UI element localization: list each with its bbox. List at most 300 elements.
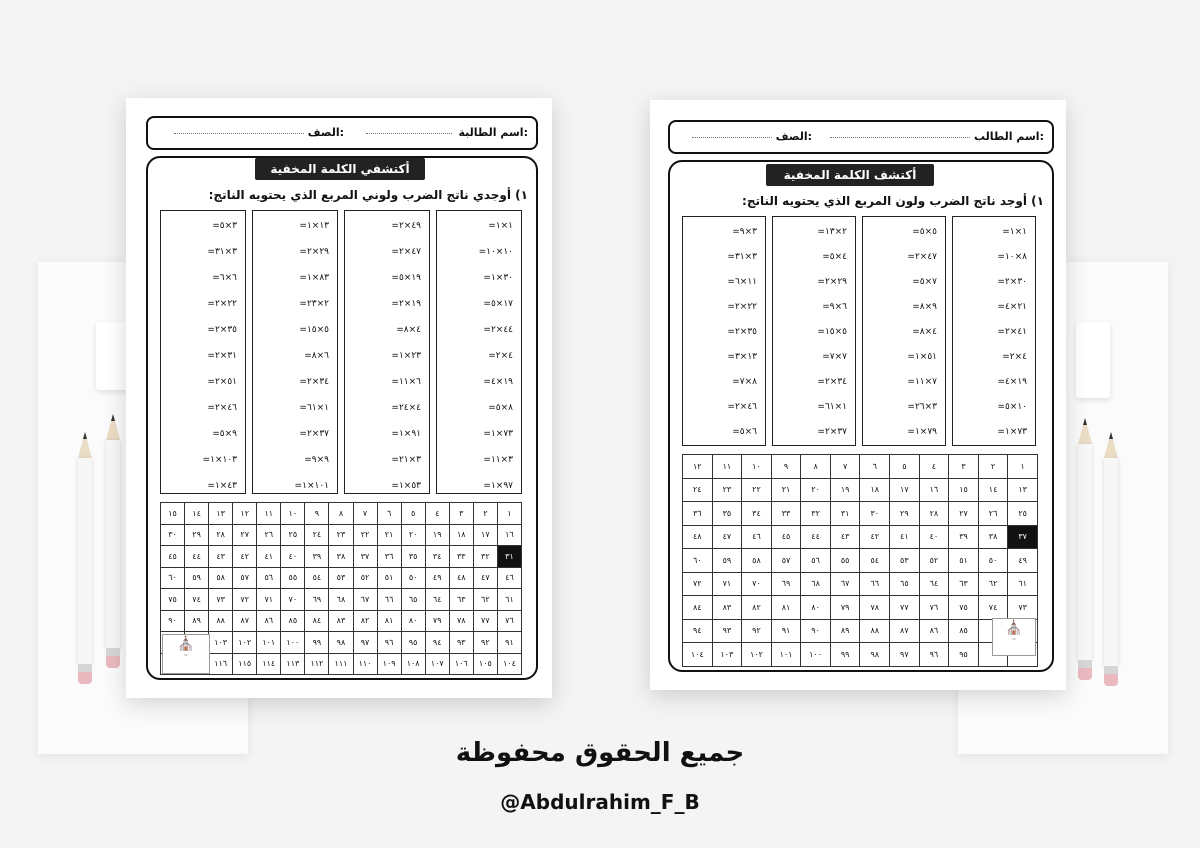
logo-signature-icon: ~ bbox=[1011, 637, 1017, 643]
problem-item: ١٩×٤= bbox=[483, 377, 513, 387]
grid-cell[interactable]: ٣٧ bbox=[353, 546, 377, 568]
problem-item: ٢٢×٢= bbox=[207, 299, 237, 309]
grid-cell[interactable]: ٦٥ bbox=[401, 589, 425, 611]
grid-cell[interactable]: ٧٨ bbox=[860, 596, 890, 620]
grid-cell[interactable]: ٢٨ bbox=[209, 524, 233, 546]
grid-cell[interactable]: ٥١ bbox=[949, 549, 979, 573]
problem-item: ٤×٨= bbox=[912, 327, 937, 337]
grid-cell[interactable]: ٤١ bbox=[890, 525, 920, 549]
grid-cell[interactable]: ١٠١ bbox=[771, 643, 801, 667]
grid-cell[interactable]: ٥١ bbox=[377, 567, 401, 589]
grid-cell[interactable]: ١٩ bbox=[425, 524, 449, 546]
grid-cell[interactable]: ٢٤ bbox=[305, 524, 329, 546]
problem-item: ٨×٥= bbox=[488, 403, 513, 413]
grid-cell[interactable]: ٥٣ bbox=[329, 567, 353, 589]
grid-cell[interactable]: ٨٠ bbox=[801, 596, 831, 620]
grid-cell[interactable]: ١٠١ bbox=[257, 632, 281, 654]
grid-cell[interactable]: ٢٠ bbox=[401, 524, 425, 546]
grid-cell[interactable]: ٣٧ bbox=[1008, 525, 1038, 549]
grid-cell[interactable]: ٩٦ bbox=[377, 632, 401, 654]
problem-item: ١٧×٥= bbox=[483, 299, 513, 309]
problem-item: ٩×٥= bbox=[212, 429, 237, 439]
grid-cell[interactable]: ٤٦ bbox=[742, 525, 772, 549]
grid-cell[interactable]: ٧ bbox=[830, 455, 860, 479]
grid-cell[interactable]: ٢ bbox=[978, 455, 1008, 479]
grid-cell[interactable]: ٣ bbox=[949, 455, 979, 479]
grid-cell[interactable]: ١٦ bbox=[919, 478, 949, 502]
grid-cell[interactable]: ٣٨ bbox=[329, 546, 353, 568]
grid-cell[interactable]: ١٠ bbox=[742, 455, 772, 479]
problem-item: ١×١= bbox=[488, 221, 513, 231]
grid-row bbox=[161, 610, 522, 632]
problem-item: ٩١×١= bbox=[391, 429, 421, 439]
grid-cell[interactable]: ٦٥ bbox=[890, 572, 920, 596]
grid-cell[interactable]: ٦٧ bbox=[353, 589, 377, 611]
grid-cell[interactable]: ٥ bbox=[401, 503, 425, 525]
grid-cell[interactable]: ٣٢ bbox=[801, 502, 831, 526]
grid-cell[interactable]: ٨٥ bbox=[281, 610, 305, 632]
grid-cell[interactable]: ٦٩ bbox=[771, 572, 801, 596]
grid-cell[interactable]: ١٥ bbox=[161, 503, 185, 525]
grid-cell[interactable]: ٩٢ bbox=[473, 632, 497, 654]
grid-cell[interactable]: ٤ bbox=[425, 503, 449, 525]
problem-item: ١٣×١= bbox=[299, 221, 329, 231]
problem-item: ٣×٣١= bbox=[207, 247, 237, 257]
grid-cell[interactable]: ١٧ bbox=[890, 478, 920, 502]
grid-cell[interactable]: ٨٩ bbox=[830, 619, 860, 643]
instruction: ١) أوجدي ناتج الضرب ولوني المربع الذي يحتويه الناتج: bbox=[208, 188, 528, 202]
grid-cell[interactable]: ١٢ bbox=[233, 503, 257, 525]
grid-cell[interactable]: ١٣ bbox=[209, 503, 233, 525]
grid-cell[interactable]: ٢٣ bbox=[329, 524, 353, 546]
grid-row bbox=[683, 478, 1038, 502]
problem-item: ٢٢×٢= bbox=[727, 302, 757, 312]
grid-cell[interactable]: ٢٠ bbox=[801, 478, 831, 502]
grid-cell[interactable]: ٦٢ bbox=[473, 589, 497, 611]
grid-cell[interactable]: ٦٢ bbox=[978, 572, 1008, 596]
grid-cell[interactable]: ٤٧ bbox=[473, 567, 497, 589]
grid-cell[interactable]: ١١٢ bbox=[305, 653, 329, 675]
problem-item: ٤×٢= bbox=[488, 351, 513, 361]
grid-cell[interactable]: ١٠٣ bbox=[209, 632, 233, 654]
grid-cell[interactable]: ٥٤ bbox=[305, 567, 329, 589]
grid-cell[interactable]: ١٠٣ bbox=[712, 643, 742, 667]
grid-cell[interactable]: ١١٠ bbox=[353, 653, 377, 675]
grid-cell[interactable]: ٥٧ bbox=[771, 549, 801, 573]
problem-item: ٤١×٢= bbox=[997, 327, 1027, 337]
grid-cell[interactable]: ٤٥ bbox=[771, 525, 801, 549]
grid-cell[interactable]: ١٠٩ bbox=[377, 653, 401, 675]
problem-item: ٣×١١= bbox=[483, 455, 513, 465]
grid-cell[interactable]: ٧٢ bbox=[233, 589, 257, 611]
grid-cell[interactable]: ٨٦ bbox=[257, 610, 281, 632]
grid-cell[interactable]: ٣٦ bbox=[377, 546, 401, 568]
grid-cell[interactable]: ٩٥ bbox=[401, 632, 425, 654]
grid-cell[interactable]: ٩٨ bbox=[329, 632, 353, 654]
grid-cell[interactable]: ٣٠ bbox=[860, 502, 890, 526]
grid-cell[interactable]: ٤٨ bbox=[683, 525, 713, 549]
grid-cell[interactable]: ٨٢ bbox=[353, 610, 377, 632]
grid-cell[interactable]: ٥٩ bbox=[712, 549, 742, 573]
grid-cell[interactable]: ٧٢ bbox=[683, 572, 713, 596]
grid-cell[interactable]: ٢٤ bbox=[683, 478, 713, 502]
grid-cell[interactable]: ٢٩ bbox=[890, 502, 920, 526]
problem-item: ٦×٦= bbox=[212, 273, 237, 283]
problem-item: ٤٧×٢= bbox=[391, 247, 421, 257]
grid-cell[interactable]: ٧٣ bbox=[1008, 596, 1038, 620]
grid-cell[interactable]: ٦ bbox=[377, 503, 401, 525]
number-grid bbox=[160, 502, 522, 675]
logo-mark-icon: ⛪ bbox=[1005, 620, 1023, 636]
grid-cell[interactable]: ٣٣ bbox=[771, 502, 801, 526]
problem-item: ٨٣×١= bbox=[299, 273, 329, 283]
problem-item: ٣٥×٢= bbox=[727, 327, 757, 337]
grid-row bbox=[161, 653, 522, 675]
grid-cell[interactable]: ٧٦ bbox=[497, 610, 521, 632]
grid-cell[interactable]: ٤٧ bbox=[712, 525, 742, 549]
problem-item: ٥×٥= bbox=[912, 227, 937, 237]
grid-cell[interactable]: ٤٢ bbox=[233, 546, 257, 568]
grid-cell[interactable]: ٢٧ bbox=[233, 524, 257, 546]
grid-cell[interactable]: ٤٤ bbox=[801, 525, 831, 549]
author-handle: @Abdulrahim_F_B bbox=[500, 790, 700, 814]
grid-cell[interactable]: ١٦ bbox=[497, 524, 521, 546]
problem-item: ٨×٧= bbox=[732, 377, 757, 387]
grid-cell[interactable]: ١٠٢ bbox=[233, 632, 257, 654]
grid-cell[interactable]: ٢٢ bbox=[353, 524, 377, 546]
grid-cell[interactable]: ٩٩ bbox=[305, 632, 329, 654]
instruction: ١) أوجد ناتج الضرب ولون المربع الذي يحتويه الناتج: bbox=[742, 194, 1044, 208]
exercise-box bbox=[668, 160, 1054, 672]
grid-cell[interactable]: ٧٨ bbox=[449, 610, 473, 632]
problem-item: ٥×١٥= bbox=[817, 327, 847, 337]
grid-cell[interactable]: ٣٣ bbox=[449, 546, 473, 568]
grid-cell[interactable]: ٩٠ bbox=[161, 610, 185, 632]
grid-cell[interactable]: ١١٣ bbox=[281, 653, 305, 675]
grid-cell[interactable]: ٢١ bbox=[771, 478, 801, 502]
problem-item: ٥١×١= bbox=[907, 352, 937, 362]
grid-cell[interactable]: ٥٧ bbox=[233, 567, 257, 589]
grid-cell[interactable]: ١٠٠ bbox=[801, 643, 831, 667]
grid-cell[interactable]: ٤٨ bbox=[449, 567, 473, 589]
grid-cell[interactable]: ٧٠ bbox=[742, 572, 772, 596]
grid-cell[interactable]: ٧٥ bbox=[949, 596, 979, 620]
problem-column bbox=[772, 216, 856, 446]
class-line bbox=[692, 137, 772, 138]
grid-cell[interactable]: ١ bbox=[497, 503, 521, 525]
grid-cell[interactable]: ٦٣ bbox=[949, 572, 979, 596]
grid-cell[interactable]: ٢٥ bbox=[281, 524, 305, 546]
grid-cell[interactable]: ١٨ bbox=[449, 524, 473, 546]
grid-cell[interactable]: ٦٤ bbox=[425, 589, 449, 611]
grid-cell[interactable]: ٢١ bbox=[377, 524, 401, 546]
grid-cell[interactable]: ٦ bbox=[860, 455, 890, 479]
grid-cell[interactable]: ٣٨ bbox=[978, 525, 1008, 549]
grid-cell[interactable]: ٨٤ bbox=[305, 610, 329, 632]
grid-cell[interactable]: ٨٦ bbox=[919, 619, 949, 643]
grid-cell[interactable]: ٧٧ bbox=[473, 610, 497, 632]
grid-cell[interactable]: ٤٩ bbox=[425, 567, 449, 589]
grid-row bbox=[161, 524, 522, 546]
problem-item: ٥×١٥= bbox=[299, 325, 329, 335]
grid-cell[interactable]: ٥٦ bbox=[801, 549, 831, 573]
pencil-left-2 bbox=[106, 414, 120, 676]
grid-cell[interactable]: ٤٤ bbox=[185, 546, 209, 568]
problem-item: ٤×٢٤= bbox=[391, 403, 421, 413]
grid-cell[interactable]: ٩ bbox=[771, 455, 801, 479]
grid-cell[interactable]: ٧٦ bbox=[919, 596, 949, 620]
grid-cell[interactable]: ٥٠ bbox=[978, 549, 1008, 573]
grid-cell[interactable]: ٧ bbox=[353, 503, 377, 525]
grid-cell[interactable]: ٢٣ bbox=[712, 478, 742, 502]
grid-cell[interactable]: ٨٧ bbox=[890, 619, 920, 643]
grid-cell[interactable]: ٤٠ bbox=[281, 546, 305, 568]
problem-item: ٣×٢١= bbox=[391, 455, 421, 465]
grid-cell[interactable]: ٦١ bbox=[1008, 572, 1038, 596]
grid-cell[interactable]: ٩١ bbox=[771, 619, 801, 643]
grid-cell[interactable]: ٢٢ bbox=[742, 478, 772, 502]
student-info-box bbox=[668, 120, 1054, 154]
grid-cell[interactable]: ٦٠ bbox=[683, 549, 713, 573]
worksheet-left bbox=[126, 98, 552, 698]
logo-mark-icon: ⛪ bbox=[177, 636, 195, 652]
problem-item: ٦×٩= bbox=[822, 302, 847, 312]
grid-cell[interactable]: ٧٣ bbox=[209, 589, 233, 611]
grid-cell[interactable]: ٨٤ bbox=[683, 596, 713, 620]
grid-cell[interactable]: ٥٠ bbox=[401, 567, 425, 589]
grid-cell[interactable]: ٤٦ bbox=[497, 567, 521, 589]
grid-cell[interactable]: ١١٥ bbox=[233, 653, 257, 675]
grid-cell[interactable]: ١٤ bbox=[185, 503, 209, 525]
grid-cell[interactable]: ٤١ bbox=[257, 546, 281, 568]
number-grid bbox=[682, 454, 1038, 667]
brand-logo bbox=[992, 618, 1036, 656]
grid-cell[interactable]: ٥٥ bbox=[281, 567, 305, 589]
grid-cell[interactable]: ٩٧ bbox=[353, 632, 377, 654]
grid-cell[interactable]: ٨ bbox=[801, 455, 831, 479]
problem-item: ٣٤×٢= bbox=[299, 377, 329, 387]
grid-cell[interactable]: ١٠٨ bbox=[401, 653, 425, 675]
grid-cell[interactable]: ٩٩ bbox=[830, 643, 860, 667]
grid-cell[interactable]: ٢ bbox=[473, 503, 497, 525]
grid-cell[interactable]: ٩٣ bbox=[449, 632, 473, 654]
grid-cell[interactable]: ٨٥ bbox=[949, 619, 979, 643]
grid-cell[interactable]: ٣٠ bbox=[161, 524, 185, 546]
grid-cell[interactable]: ١٠٠ bbox=[281, 632, 305, 654]
problem-item: ١٩×٤= bbox=[997, 377, 1027, 387]
grid-cell[interactable]: ١٥ bbox=[949, 478, 979, 502]
problem-item: ٣١×٢= bbox=[207, 351, 237, 361]
grid-cell[interactable]: ٣٤ bbox=[425, 546, 449, 568]
grid-cell[interactable]: ٩١ bbox=[497, 632, 521, 654]
grid-cell[interactable]: ١٩ bbox=[830, 478, 860, 502]
problem-item: ٤٦×٢= bbox=[207, 403, 237, 413]
grid-cell[interactable]: ٣٥ bbox=[401, 546, 425, 568]
grid-cell[interactable]: ٦٩ bbox=[305, 589, 329, 611]
problem-item: ٣٧×٢= bbox=[299, 429, 329, 439]
grid-cell[interactable]: ٥٢ bbox=[353, 567, 377, 589]
grid-cell[interactable]: ٨٨ bbox=[209, 610, 233, 632]
grid-row bbox=[161, 589, 522, 611]
grid-cell[interactable]: ٧٤ bbox=[185, 589, 209, 611]
grid-cell[interactable]: ٩٤ bbox=[683, 619, 713, 643]
grid-cell[interactable]: ٨٣ bbox=[329, 610, 353, 632]
class-line bbox=[174, 133, 304, 134]
grid-cell[interactable]: ٤٠ bbox=[919, 525, 949, 549]
grid-cell[interactable]: ٨٩ bbox=[185, 610, 209, 632]
problem-item: ١×٦١= bbox=[299, 403, 329, 413]
grid-cell[interactable]: ٨ bbox=[329, 503, 353, 525]
grid-cell[interactable]: ٥٣ bbox=[890, 549, 920, 573]
grid-cell[interactable]: ٣٤ bbox=[742, 502, 772, 526]
grid-cell[interactable]: ٦٤ bbox=[919, 572, 949, 596]
grid-cell[interactable]: ٩٤ bbox=[425, 632, 449, 654]
problem-item: ٣٠×١= bbox=[483, 273, 513, 283]
grid-cell[interactable]: ٨٢ bbox=[742, 596, 772, 620]
grid-cell[interactable]: ١٠ bbox=[281, 503, 305, 525]
grid-cell[interactable]: ٣٢ bbox=[473, 546, 497, 568]
grid-cell[interactable]: ٧٤ bbox=[978, 596, 1008, 620]
grid-cell[interactable]: ٣ bbox=[449, 503, 473, 525]
worksheet-right bbox=[650, 100, 1066, 690]
grid-cell[interactable]: ٩٦ bbox=[919, 643, 949, 667]
grid-cell[interactable]: ٣٩ bbox=[305, 546, 329, 568]
grid-cell[interactable]: ٧٥ bbox=[161, 589, 185, 611]
grid-cell[interactable]: ١١٤ bbox=[257, 653, 281, 675]
grid-cell[interactable]: ٣٥ bbox=[712, 502, 742, 526]
grid-cell[interactable]: ٧١ bbox=[712, 572, 742, 596]
grid-cell[interactable]: ٨٣ bbox=[712, 596, 742, 620]
grid-cell[interactable]: ١١١ bbox=[329, 653, 353, 675]
grid-cell[interactable]: ١٠٥ bbox=[473, 653, 497, 675]
grid-cell[interactable]: ١٠٦ bbox=[449, 653, 473, 675]
grid-cell[interactable]: ٩٠ bbox=[801, 619, 831, 643]
problem-item: ٤٩×٢= bbox=[391, 221, 421, 231]
grid-cell[interactable]: ١١ bbox=[712, 455, 742, 479]
grid-cell[interactable]: ٩ bbox=[305, 503, 329, 525]
problem-item: ١٠١×١= bbox=[294, 481, 329, 491]
grid-cell[interactable]: ٦٦ bbox=[860, 572, 890, 596]
problem-item: ٣×٥= bbox=[212, 221, 237, 231]
grid-cell[interactable]: ٦٣ bbox=[449, 589, 473, 611]
problem-column bbox=[252, 210, 338, 494]
problem-item: ٢×٢٣= bbox=[299, 299, 329, 309]
grid-row bbox=[683, 455, 1038, 479]
grid-cell[interactable]: ٧٩ bbox=[425, 610, 449, 632]
grid-cell[interactable]: ٤٢ bbox=[860, 525, 890, 549]
pencil-left-1 bbox=[78, 432, 92, 692]
grid-cell[interactable]: ٥٤ bbox=[860, 549, 890, 573]
grid-row bbox=[683, 525, 1038, 549]
grid-cell[interactable]: ١٨ bbox=[860, 478, 890, 502]
grid-cell[interactable]: ٤٣ bbox=[209, 546, 233, 568]
problem-item: ٧×٥= bbox=[912, 277, 937, 287]
grid-cell[interactable]: ٣١ bbox=[497, 546, 521, 568]
grid-cell[interactable]: ٨٨ bbox=[860, 619, 890, 643]
class-label: الصف: bbox=[775, 130, 812, 143]
grid-cell[interactable]: ٦٦ bbox=[377, 589, 401, 611]
grid-cell[interactable]: ٨١ bbox=[377, 610, 401, 632]
problem-item: ٦×٥= bbox=[732, 427, 757, 437]
grid-cell[interactable]: ٣١ bbox=[830, 502, 860, 526]
grid-cell[interactable]: ٩٧ bbox=[890, 643, 920, 667]
grid-cell[interactable]: ٧١ bbox=[257, 589, 281, 611]
problem-item: ٢×١٣= bbox=[817, 227, 847, 237]
grid-cell[interactable]: ٥٦ bbox=[257, 567, 281, 589]
problem-item: ١٠×١٠= bbox=[478, 247, 513, 257]
problem-item: ٤٤×٢= bbox=[483, 325, 513, 335]
grid-cell[interactable]: ٨٠ bbox=[401, 610, 425, 632]
grid-cell[interactable]: ١٣ bbox=[1008, 478, 1038, 502]
grid-cell[interactable]: ٧٩ bbox=[830, 596, 860, 620]
grid-cell[interactable]: ٦٨ bbox=[329, 589, 353, 611]
grid-cell[interactable]: ٢٥ bbox=[1008, 502, 1038, 526]
grid-cell[interactable]: ٢٦ bbox=[978, 502, 1008, 526]
grid-cell[interactable]: ٦٨ bbox=[801, 572, 831, 596]
grid-cell[interactable]: ١٠٢ bbox=[742, 643, 772, 667]
grid-cell[interactable]: ٢٨ bbox=[919, 502, 949, 526]
grid-cell[interactable]: ٦٠ bbox=[161, 567, 185, 589]
grid-cell[interactable]: ٦٧ bbox=[830, 572, 860, 596]
grid-cell[interactable]: ٤٣ bbox=[830, 525, 860, 549]
grid-cell[interactable]: ١٠٤ bbox=[497, 653, 521, 675]
grid-cell[interactable]: ١٧ bbox=[473, 524, 497, 546]
grid-cell[interactable]: ١ bbox=[1008, 455, 1038, 479]
grid-cell[interactable]: ٩٢ bbox=[742, 619, 772, 643]
grid-cell[interactable]: ٥ bbox=[890, 455, 920, 479]
problem-item: ٧×١١= bbox=[907, 377, 937, 387]
grid-cell[interactable]: ١٢ bbox=[683, 455, 713, 479]
grid-cell[interactable]: ٧٧ bbox=[890, 596, 920, 620]
grid-row bbox=[683, 502, 1038, 526]
eraser-right bbox=[1076, 322, 1110, 398]
grid-cell[interactable]: ٣٦ bbox=[683, 502, 713, 526]
grid-cell[interactable]: ٩٣ bbox=[712, 619, 742, 643]
grid-cell[interactable]: ٩٥ bbox=[949, 643, 979, 667]
grid-cell[interactable]: ٢٩ bbox=[185, 524, 209, 546]
problem-item: ٤×٨= bbox=[396, 325, 421, 335]
grid-cell[interactable]: ٥٢ bbox=[919, 549, 949, 573]
grid-cell[interactable]: ٣٩ bbox=[949, 525, 979, 549]
grid-cell[interactable]: ٤٩ bbox=[1008, 549, 1038, 573]
problem-item: ٥٣×١= bbox=[391, 481, 421, 491]
problem-column bbox=[952, 216, 1036, 446]
grid-cell[interactable]: ٥٩ bbox=[185, 567, 209, 589]
grid-cell[interactable]: ١١٦ bbox=[209, 653, 233, 675]
problem-item: ٩×٨= bbox=[912, 302, 937, 312]
grid-cell[interactable]: ٦١ bbox=[497, 589, 521, 611]
problem-item: ٨×١٠= bbox=[997, 252, 1027, 262]
grid-cell[interactable]: ١١ bbox=[257, 503, 281, 525]
grid-cell[interactable]: ٥٨ bbox=[742, 549, 772, 573]
problem-item: ٧×٧= bbox=[822, 352, 847, 362]
grid-cell[interactable]: ١٤ bbox=[978, 478, 1008, 502]
grid-cell[interactable]: ٢٧ bbox=[949, 502, 979, 526]
grid-cell[interactable]: ٩٨ bbox=[860, 643, 890, 667]
grid-cell[interactable]: ٤ bbox=[919, 455, 949, 479]
grid-cell[interactable]: ٨١ bbox=[771, 596, 801, 620]
grid-cell[interactable]: ٤٥ bbox=[161, 546, 185, 568]
problem-item: ١٠٣×١= bbox=[202, 455, 237, 465]
grid-cell[interactable]: ٢٦ bbox=[257, 524, 281, 546]
grid-cell[interactable]: ٧٠ bbox=[281, 589, 305, 611]
problem-item: ٤×٢= bbox=[1002, 352, 1027, 362]
grid-cell[interactable]: ٥٨ bbox=[209, 567, 233, 589]
grid-cell[interactable]: ٥٥ bbox=[830, 549, 860, 573]
grid-cell[interactable]: ١٠٧ bbox=[425, 653, 449, 675]
grid-cell[interactable]: ١٠٤ bbox=[683, 643, 713, 667]
grid-cell[interactable]: ٨٧ bbox=[233, 610, 257, 632]
